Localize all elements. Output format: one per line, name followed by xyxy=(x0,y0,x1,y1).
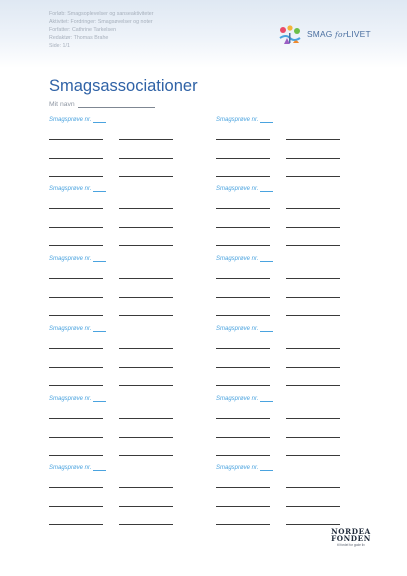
sample-number-write-line xyxy=(260,326,273,332)
association-write-line xyxy=(49,245,103,246)
sample-number-write-line xyxy=(93,396,106,402)
sample-number-label xyxy=(49,326,106,332)
sample-number-label xyxy=(216,465,273,471)
meta-editor: Redaktør: Thomas Brahe xyxy=(49,34,109,41)
sample-block xyxy=(216,396,356,454)
association-write-line xyxy=(216,139,270,140)
sample-label-text: Smagsprøve nr. xyxy=(49,117,92,123)
sample-label-text: Smagsprøve nr. xyxy=(49,186,92,192)
sample-label-text: Smagsprøve nr. xyxy=(216,326,259,332)
association-write-line xyxy=(49,367,103,368)
association-write-line xyxy=(216,385,270,386)
association-write-line xyxy=(119,524,173,525)
association-write-line xyxy=(49,524,103,525)
name-field xyxy=(49,101,155,108)
association-write-line xyxy=(286,418,340,419)
association-write-line xyxy=(216,208,270,209)
association-write-line xyxy=(286,506,340,507)
association-write-line xyxy=(119,278,173,279)
meta-author: Forfatter: Cathrine Tarkelsen xyxy=(49,26,117,33)
association-write-line xyxy=(119,227,173,228)
association-write-line xyxy=(216,158,270,159)
meta-course: Forløb: Smagsoplevelser og sanseaktiviteter xyxy=(49,11,154,17)
meta-page: Side: 1/1 xyxy=(49,42,70,49)
association-write-line xyxy=(119,506,173,507)
sample-number-write-line xyxy=(93,465,106,471)
logo-word-livet: LIVET xyxy=(346,29,371,39)
sample-number-label xyxy=(49,396,106,402)
association-write-line xyxy=(286,208,340,209)
logo-word-for: for xyxy=(335,30,347,39)
association-write-line xyxy=(286,278,340,279)
association-write-line xyxy=(216,227,270,228)
sample-label-text: Smagsprøve nr. xyxy=(49,465,92,471)
association-write-line xyxy=(49,139,103,140)
association-write-line xyxy=(49,315,103,316)
association-write-line xyxy=(49,208,103,209)
sample-label-text: Smagsprøve nr. xyxy=(49,256,92,262)
association-write-line xyxy=(49,487,103,488)
association-write-line xyxy=(49,437,103,438)
association-write-line xyxy=(49,176,103,177)
sample-number-label xyxy=(49,256,106,262)
meta-activity: Aktivitet: Fordringer: Smagsøvelser og noter xyxy=(49,18,153,25)
association-write-line xyxy=(216,418,270,419)
association-write-line xyxy=(216,348,270,349)
association-write-line xyxy=(286,487,340,488)
association-write-line xyxy=(49,385,103,386)
association-write-line xyxy=(286,437,340,438)
association-write-line xyxy=(119,315,173,316)
association-write-line xyxy=(216,437,270,438)
sample-number-label xyxy=(49,117,106,123)
association-write-line xyxy=(49,418,103,419)
sample-block xyxy=(49,117,189,175)
sample-block xyxy=(216,326,356,384)
association-write-line xyxy=(119,208,173,209)
association-write-line xyxy=(119,158,173,159)
logo-tagline: til fordel for gode liv xyxy=(337,543,365,547)
sample-number-write-line xyxy=(260,186,273,192)
logo-wordmark xyxy=(307,29,371,39)
sample-label-text: Smagsprøve nr. xyxy=(216,117,259,123)
sample-label-text: Smagsprøve nr. xyxy=(216,256,259,262)
sample-label-text: Smagsprøve nr. xyxy=(216,465,259,471)
sample-label-text: Smagsprøve nr. xyxy=(216,396,259,402)
sample-number-label xyxy=(216,326,273,332)
document-meta xyxy=(49,11,154,51)
association-write-line xyxy=(216,524,270,525)
association-write-line xyxy=(216,487,270,488)
sample-number-write-line xyxy=(93,256,106,262)
sample-block xyxy=(49,396,189,454)
association-write-line xyxy=(216,278,270,279)
association-write-line xyxy=(286,348,340,349)
association-write-line xyxy=(286,176,340,177)
association-write-line xyxy=(286,367,340,368)
association-write-line xyxy=(119,245,173,246)
association-write-line xyxy=(119,367,173,368)
association-write-line xyxy=(216,297,270,298)
association-write-line xyxy=(119,385,173,386)
association-write-line xyxy=(119,487,173,488)
sample-number-write-line xyxy=(93,117,106,123)
association-write-line xyxy=(286,455,340,456)
association-write-line xyxy=(286,524,340,525)
sample-number-write-line xyxy=(260,117,273,123)
association-write-line xyxy=(119,297,173,298)
association-write-line xyxy=(216,245,270,246)
association-write-line xyxy=(286,245,340,246)
association-write-line xyxy=(119,455,173,456)
association-write-line xyxy=(49,278,103,279)
sample-number-label xyxy=(216,186,273,192)
sample-number-write-line xyxy=(260,465,273,471)
sample-block xyxy=(216,186,356,244)
association-write-line xyxy=(119,437,173,438)
association-write-line xyxy=(286,139,340,140)
name-label: Mit navn xyxy=(49,101,75,108)
association-write-line xyxy=(216,367,270,368)
association-write-line xyxy=(49,506,103,507)
association-write-line xyxy=(119,418,173,419)
association-write-line xyxy=(216,455,270,456)
association-write-line xyxy=(49,348,103,349)
sample-label-text: Smagsprøve nr. xyxy=(49,326,92,332)
association-write-line xyxy=(49,297,103,298)
sample-block xyxy=(49,186,189,244)
sample-block xyxy=(49,465,189,523)
association-write-line xyxy=(119,176,173,177)
sample-block xyxy=(216,256,356,314)
association-write-line xyxy=(216,176,270,177)
association-write-line xyxy=(49,158,103,159)
association-write-line xyxy=(216,506,270,507)
sample-block xyxy=(216,117,356,175)
association-write-line xyxy=(49,227,103,228)
sample-number-label xyxy=(216,256,273,262)
association-write-line xyxy=(286,315,340,316)
sample-block xyxy=(216,465,356,523)
logo-nordea: NORDEA xyxy=(331,527,371,536)
association-write-line xyxy=(286,227,340,228)
sample-number-label xyxy=(49,186,106,192)
sample-number-write-line xyxy=(93,326,106,332)
smag-for-livet-logo xyxy=(276,24,376,50)
association-write-line xyxy=(216,315,270,316)
sample-number-label xyxy=(216,396,273,402)
fork-and-leaves-logo-icon xyxy=(276,24,304,48)
sample-number-label xyxy=(216,117,273,123)
page-title: Smagsassociationer xyxy=(49,77,198,95)
sample-label-text: Smagsprøve nr. xyxy=(216,186,259,192)
page-header xyxy=(0,0,407,68)
sample-label-text: Smagsprøve nr. xyxy=(49,396,92,402)
association-write-line xyxy=(49,455,103,456)
logo-fonden: FONDEN xyxy=(331,534,371,543)
sample-block xyxy=(49,256,189,314)
logo-word-smag: SMAG xyxy=(307,29,333,39)
association-write-line xyxy=(286,385,340,386)
sample-number-write-line xyxy=(93,186,106,192)
name-write-line xyxy=(78,101,155,108)
sample-number-write-line xyxy=(260,256,273,262)
association-write-line xyxy=(119,139,173,140)
nordea-fonden-logo xyxy=(326,528,376,558)
sample-block xyxy=(49,326,189,384)
association-write-line xyxy=(286,297,340,298)
sample-number-write-line xyxy=(260,396,273,402)
association-write-line xyxy=(286,158,340,159)
sample-number-label xyxy=(49,465,106,471)
association-write-line xyxy=(119,348,173,349)
